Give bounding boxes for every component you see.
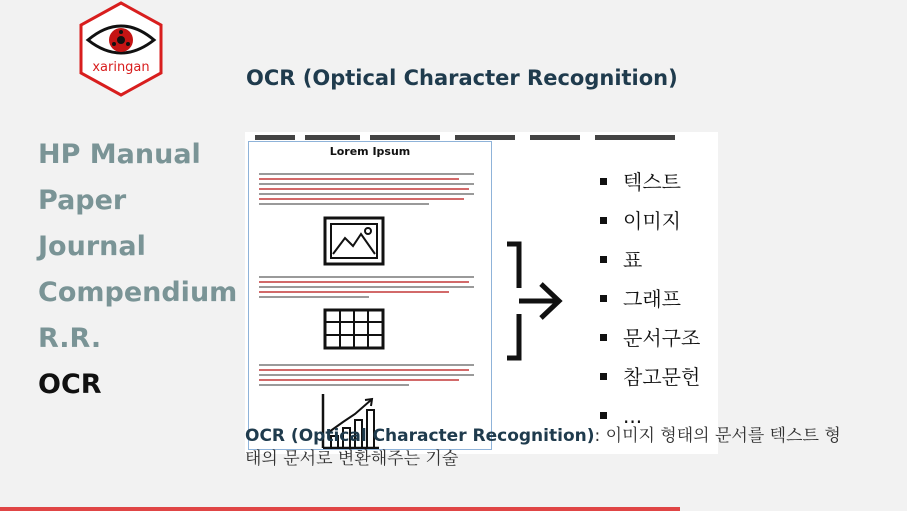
convert-arrow-icon bbox=[505, 240, 565, 362]
nav-item-compendium[interactable]: Compendium bbox=[38, 277, 238, 308]
sample-document bbox=[248, 141, 492, 450]
logo-text: xaringan bbox=[92, 60, 150, 75]
list-item: 표 bbox=[600, 246, 700, 285]
nav-item-ocr[interactable]: OCR bbox=[38, 369, 102, 400]
table-icon bbox=[323, 308, 385, 350]
caption-text: 이미지 형태의 문서를 텍스트 형태의 문서로 변환해주는 기술 bbox=[245, 426, 841, 469]
xaringan-logo bbox=[78, 0, 164, 98]
image-icon bbox=[323, 216, 385, 266]
list-item: 그래프 bbox=[600, 285, 700, 324]
list-item: 텍스트 bbox=[600, 168, 700, 207]
nav-item-journal[interactable]: Journal bbox=[38, 231, 146, 262]
section-nav bbox=[38, 136, 237, 412]
nav-item-rr[interactable]: R.R. bbox=[38, 323, 102, 354]
list-item: 이미지 bbox=[600, 207, 700, 246]
ocr-caption bbox=[245, 425, 845, 471]
list-item: ... bbox=[600, 402, 700, 441]
bottom-accent-bar bbox=[0, 507, 680, 511]
hexagon-eye-icon bbox=[78, 0, 164, 98]
caption-term: OCR (Optical Character Recognition) bbox=[245, 426, 595, 446]
extracted-elements-list bbox=[600, 168, 700, 441]
nav-item-hp-manual[interactable]: HP Manual bbox=[38, 139, 201, 170]
list-item: 참고문헌 bbox=[600, 363, 700, 402]
list-item: 문서구조 bbox=[600, 324, 700, 363]
nav-item-paper[interactable]: Paper bbox=[38, 185, 127, 216]
caption-separator: : bbox=[594, 426, 606, 446]
document-title: Lorem Ipsum bbox=[329, 145, 411, 158]
ocr-figure bbox=[245, 132, 718, 454]
slide-title: OCR (Optical Character Recognition) bbox=[246, 66, 678, 90]
figure-cropped-text bbox=[245, 132, 718, 140]
